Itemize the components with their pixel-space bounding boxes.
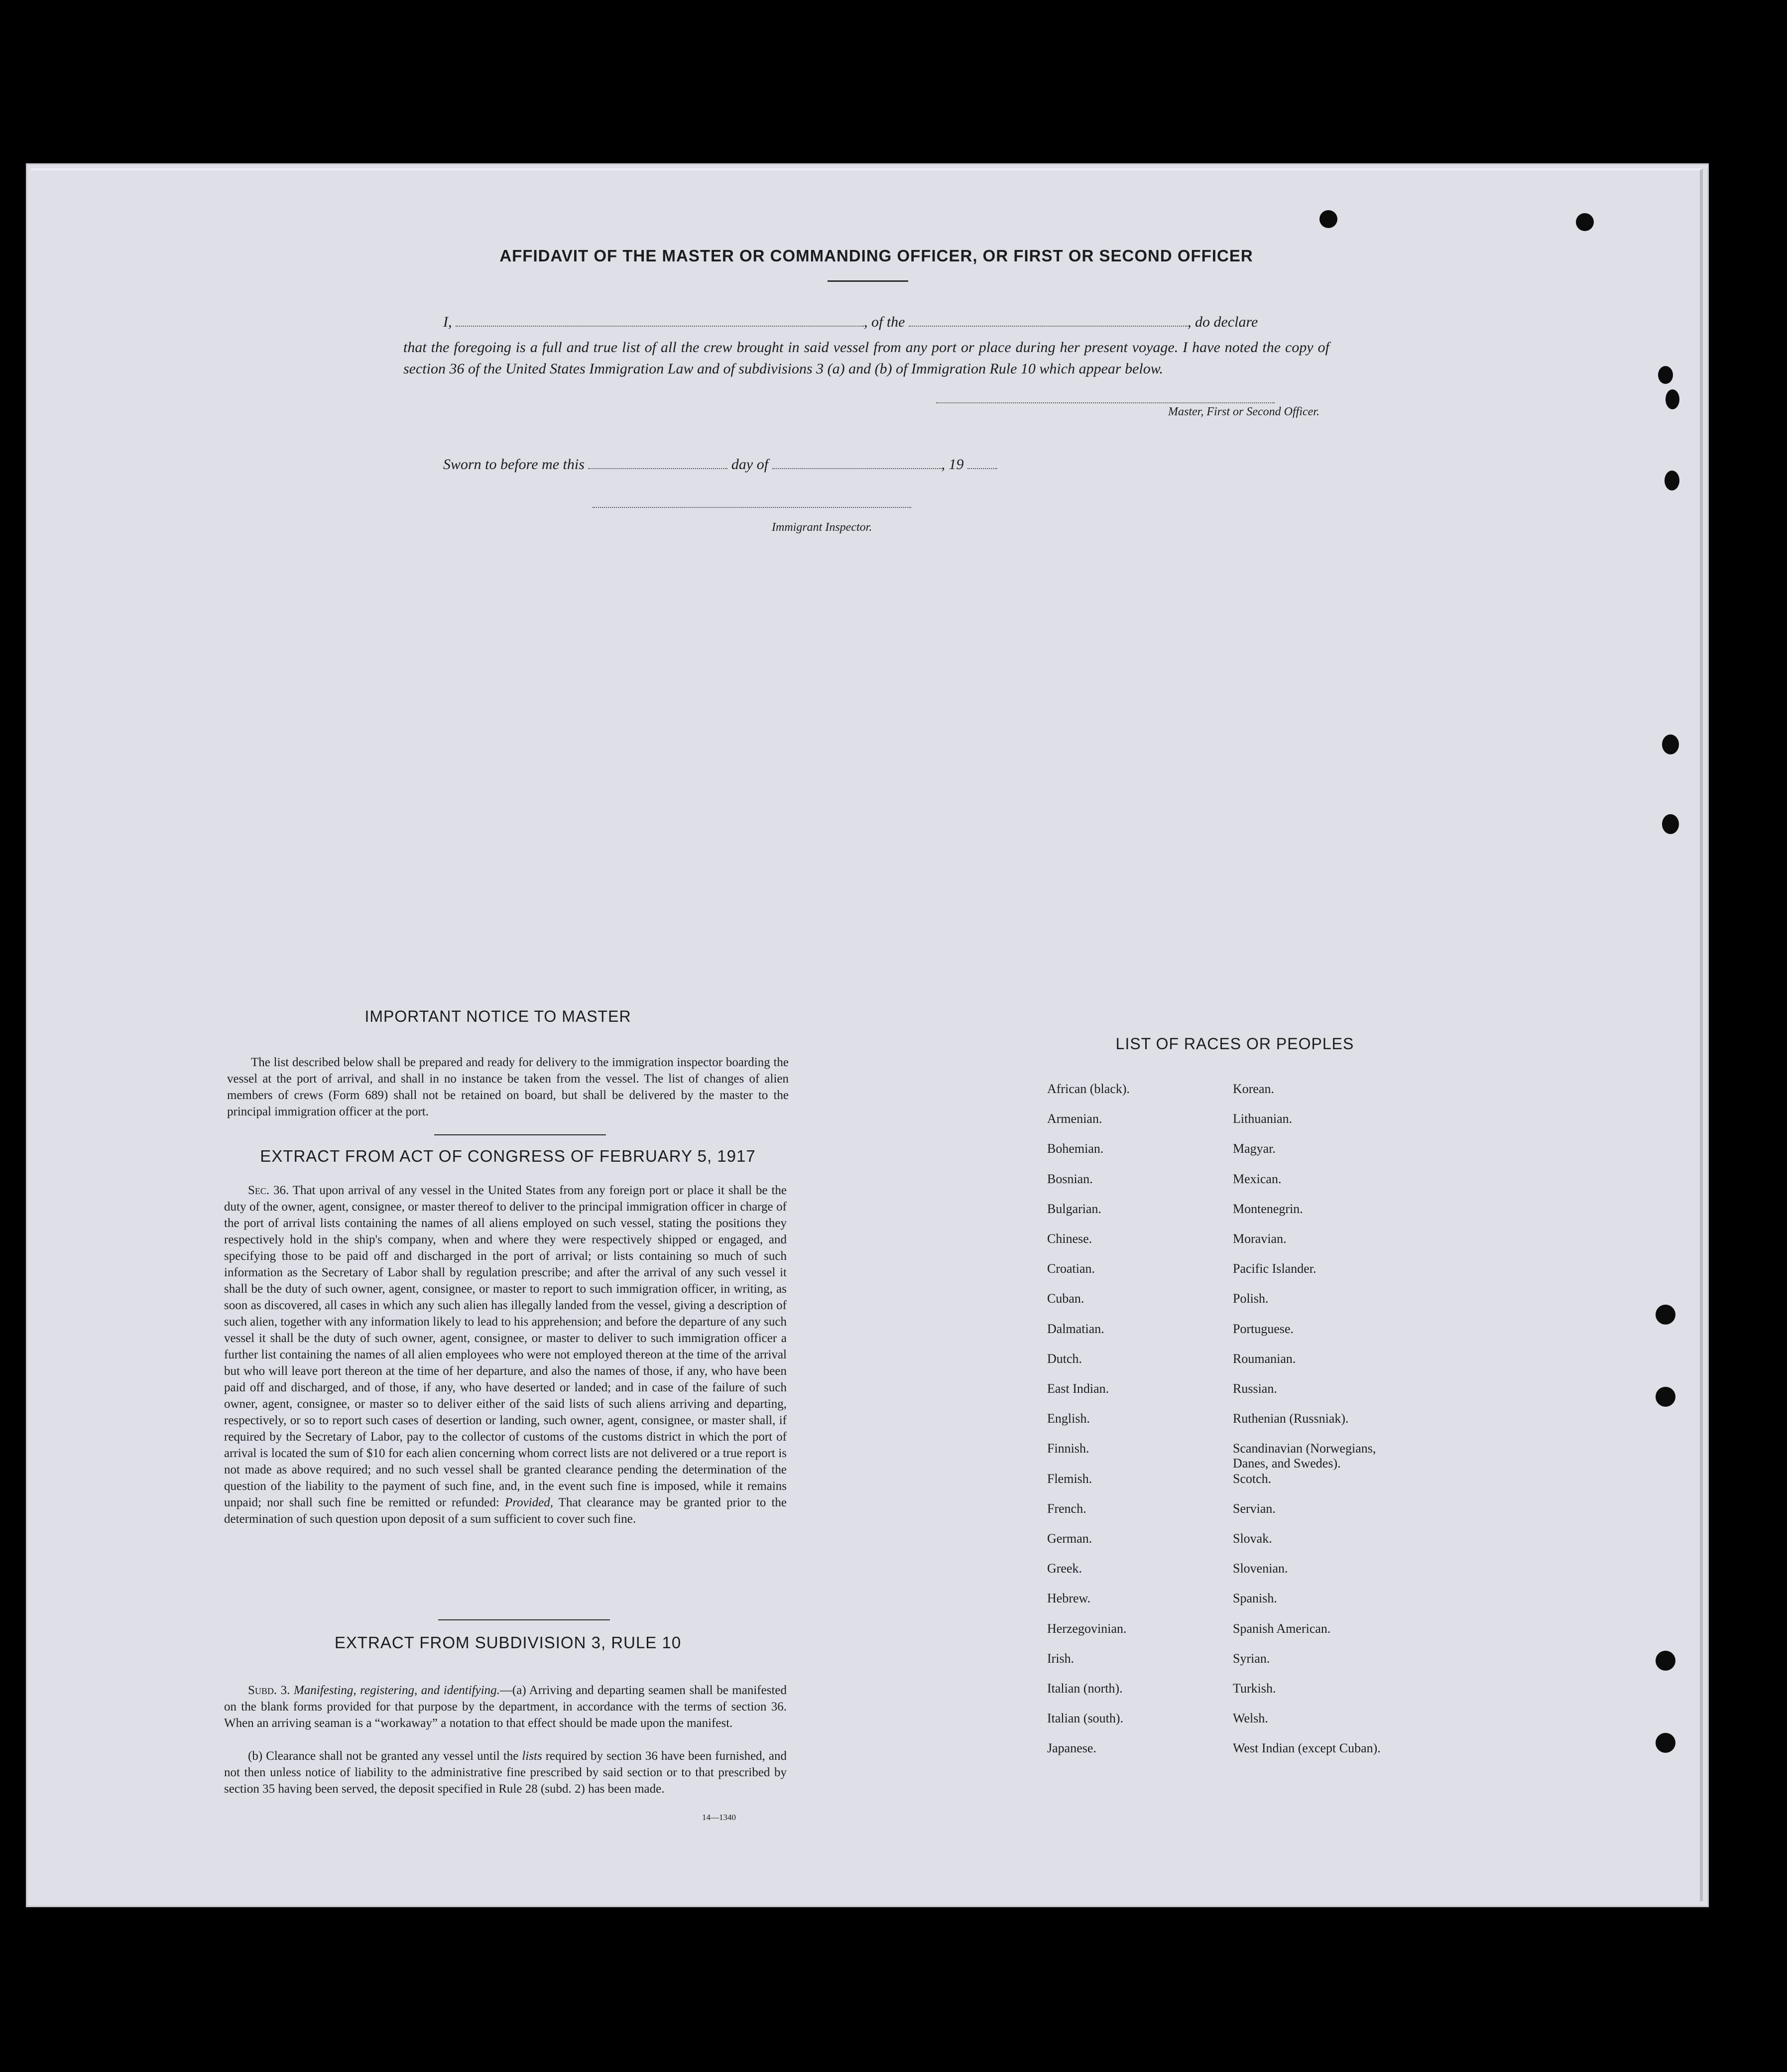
extract-rule-para-b [224, 1748, 787, 1797]
race-item: Slovenian. [1233, 1561, 1288, 1576]
race-item: Bohemian. [1047, 1141, 1104, 1156]
race-item: Croatian. [1047, 1261, 1095, 1276]
race-item: Portuguese. [1233, 1322, 1294, 1336]
year-blank[interactable] [967, 468, 997, 469]
subd-label: Subd. 3. [248, 1684, 290, 1697]
extract-rule-title: EXTRACT FROM SUBDIVISION 3, RULE 10 [334, 1633, 682, 1652]
race-item: Chinese. [1047, 1231, 1092, 1246]
race-item: Japanese. [1047, 1741, 1096, 1755]
para-b-lists: lists [522, 1749, 542, 1763]
race-item: Irish. [1047, 1651, 1074, 1666]
race-item: Hebrew. [1047, 1591, 1091, 1605]
race-item: Turkish. [1233, 1681, 1276, 1696]
race-item: Magyar. [1233, 1141, 1276, 1156]
race-item: Bosnian. [1047, 1172, 1093, 1186]
race-item: Korean. [1233, 1082, 1275, 1096]
punch-hole [1576, 213, 1594, 231]
race-item: East Indian. [1047, 1381, 1109, 1396]
race-item: Finnish. [1047, 1441, 1089, 1456]
punch-hole [1662, 814, 1679, 834]
race-item: Syrian. [1233, 1651, 1270, 1666]
race-item: Greek. [1047, 1561, 1082, 1576]
inspector-signature-line[interactable] [593, 507, 911, 508]
race-item: Italian (north). [1047, 1681, 1123, 1696]
race-item: English. [1047, 1411, 1090, 1426]
punch-hole [1665, 471, 1679, 490]
section-text-end: That clearance may be granted prior to the determination of such question upon deposit of a sum sufficient to cover such fine. [224, 1496, 787, 1526]
sworn-line [443, 456, 997, 473]
vessel-blank[interactable] [909, 326, 1188, 327]
race-item: German. [1047, 1531, 1092, 1546]
extract-rule-para-a [224, 1682, 787, 1731]
notice-body: The list described below shall be prepared and ready for delivery to the immigration inspector boarding the vessel at the port of arrival, and shall in no instance be taken from the vessel. The list of changes of alien members of crews (Form 689) shall not be retained on board, but shall be delivered by the master to the principal immigration officer at the port. [227, 1056, 789, 1118]
provided-word: Provided, [505, 1496, 553, 1509]
section-text: That upon arrival of any vessel in the United States from any foreign port or place it shall be the duty of the owner, agent, consignee, or master thereof to deliver to the principal immigration officer in charge of the port of arrival lists containing the names of all aliens employed on such vessel, stating the positions they respectively hold in the ship's company, when and where they were respectively shipped or engaged, and specifying those to be paid off and discharged in the port of arrival; or lists containing so much of such information as the Secretary of Labor shall by regulation prescribe; and after the arrival of any such vessel it shall be the duty of such owner, agent, consignee, or master to report to such immigration officer, in writing, as soon as discovered, all cases in which any such alien has illegally landed from the vessel, giving a description of such alien, together with any information likely to lead to his apprehension; and before the departure of any such vessel it shall be the duty of such owner, agent, consignee, or master to deliver to such immigration officer a further list containing the names of all alien employees who were not employed thereon at the time of the arrival but who will leave port thereon at the time of her departure, and also the names of those, if any, who have been paid off and discharged, and of those, if any, who have deserted or landed; and in case of the failure of such owner, agent, consignee, or master so to deliver either of the said lists of such aliens arriving and departing, respectively, or so to report such cases of desertion or landing, such owner, agent, consignee, or master shall, if required by the Secretary of Labor, pay to the collector of customs of the customs district in which the port of arrival is located the sum of $10 for each alien concerning whom correct lists are not delivered or a true report is not made as above required; and no such vessel shall be granted clearance pending the determination of the question of the liability to the payment of such fine, and, in the event such fine is imposed, while it remains unpaid; nor shall such fine be remitted or refunded: [224, 1184, 787, 1509]
race-item: Scandinavian (Norwegians, Danes, and Swedes). [1233, 1441, 1376, 1470]
para-b-start: (b) Clearance shall not be granted any vessel until the [248, 1749, 519, 1763]
race-item: Spanish American. [1233, 1621, 1331, 1636]
inspector-label: Immigrant Inspector. [772, 521, 872, 534]
race-item: Polish. [1233, 1291, 1269, 1306]
sworn-label: Sworn to before me this [443, 456, 585, 473]
race-item: Armenian. [1047, 1111, 1102, 1126]
race-item: Moravian. [1233, 1231, 1287, 1246]
affidavit-title: AFFIDAVIT OF THE MASTER OR COMMANDING OFFICER, OR FIRST OR SECOND OFFICER [499, 246, 1253, 265]
punch-hole [1656, 1387, 1675, 1407]
race-item: Pacific Islander. [1233, 1261, 1316, 1276]
race-item: French. [1047, 1501, 1086, 1516]
punch-hole [1656, 1733, 1675, 1753]
race-item: Servian. [1233, 1501, 1276, 1516]
punch-hole [1656, 1305, 1675, 1325]
extract-act-body [224, 1182, 787, 1527]
race-item: Spanish. [1233, 1591, 1277, 1605]
race-item: Bulgarian. [1047, 1202, 1102, 1216]
subd-heading: Manifesting, registering, and identifying. [293, 1684, 500, 1697]
day-blank[interactable] [588, 468, 727, 469]
punch-hole [1319, 210, 1337, 228]
signature-label: Master, First or Second Officer. [1168, 405, 1319, 418]
form-number: 14—1340 [702, 1813, 736, 1822]
month-blank[interactable] [772, 468, 942, 469]
act-divider [438, 1619, 610, 1620]
notice-divider [434, 1134, 606, 1135]
race-item: Russian. [1233, 1381, 1277, 1396]
para-a-text: —(a) Arriving and departing seamen shall be manifested on the blank forms provided for that purpose by the department, in accordance with the terms of section 36. When an arriving seaman is a “workaway” a notation to that effect should be made upon the manifest. [224, 1684, 787, 1730]
year-label: , 19 [941, 456, 964, 473]
name-blank[interactable] [456, 326, 864, 327]
para-b-end: required by section 36 have been furnished, and not then unless notice of liability to the administrative fine prescribed by said section or to that prescribed by section 35 having been served, the deposit specified in Rule 28 (subd. 2) has been made. [224, 1749, 787, 1796]
race-item: Herzegovinian. [1047, 1621, 1127, 1636]
punch-hole [1666, 389, 1679, 409]
signature-line[interactable] [936, 402, 1275, 403]
affidavit-title-rule [828, 280, 908, 282]
race-item: Ruthenian (Russniak). [1233, 1411, 1349, 1426]
affidavit-of-the: , of the [864, 314, 905, 330]
race-item: Mexican. [1233, 1172, 1282, 1186]
punch-hole [1662, 734, 1679, 754]
affidavit-i: I, [443, 314, 452, 330]
race-item: Dutch. [1047, 1351, 1082, 1366]
races-title: LIST OF RACES OR PEOPLES [1115, 1035, 1354, 1053]
race-item: African (black). [1047, 1082, 1130, 1096]
punch-hole [1658, 366, 1673, 384]
affidavit-body: that the foregoing is a full and true list of all the crew brought in said vessel from any port or place during her present voyage. I have noted the copy of section 36 of the United States Immigration Law and of subdivisions 3 (a) and (b) of Immigration Rule 10 which appear below. [403, 339, 1329, 377]
affidavit-declaration-line [443, 314, 1329, 331]
notice-title: IMPORTANT NOTICE TO MASTER [364, 1007, 631, 1025]
race-item: Welsh. [1233, 1711, 1268, 1725]
race-item: Roumanian. [1233, 1351, 1296, 1366]
race-item: Flemish. [1047, 1471, 1092, 1486]
race-item: Montenegrin. [1233, 1202, 1303, 1216]
race-item: Scotch. [1233, 1471, 1272, 1486]
race-item: Slovak. [1233, 1531, 1272, 1546]
race-item: Cuban. [1047, 1291, 1084, 1306]
race-item: Italian (south). [1047, 1711, 1124, 1725]
extract-act-title: EXTRACT FROM ACT OF CONGRESS OF FEBRUARY 5, 1917 [260, 1147, 756, 1165]
punch-hole [1656, 1651, 1675, 1671]
race-item: Lithuanian. [1233, 1111, 1293, 1126]
affidavit-declare: , do declare [1188, 314, 1258, 330]
day-of-label: day of [731, 456, 769, 473]
section-label: Sec. 36. [248, 1184, 289, 1197]
race-item: Dalmatian. [1047, 1322, 1104, 1336]
race-item: West Indian (except Cuban). [1233, 1741, 1381, 1755]
